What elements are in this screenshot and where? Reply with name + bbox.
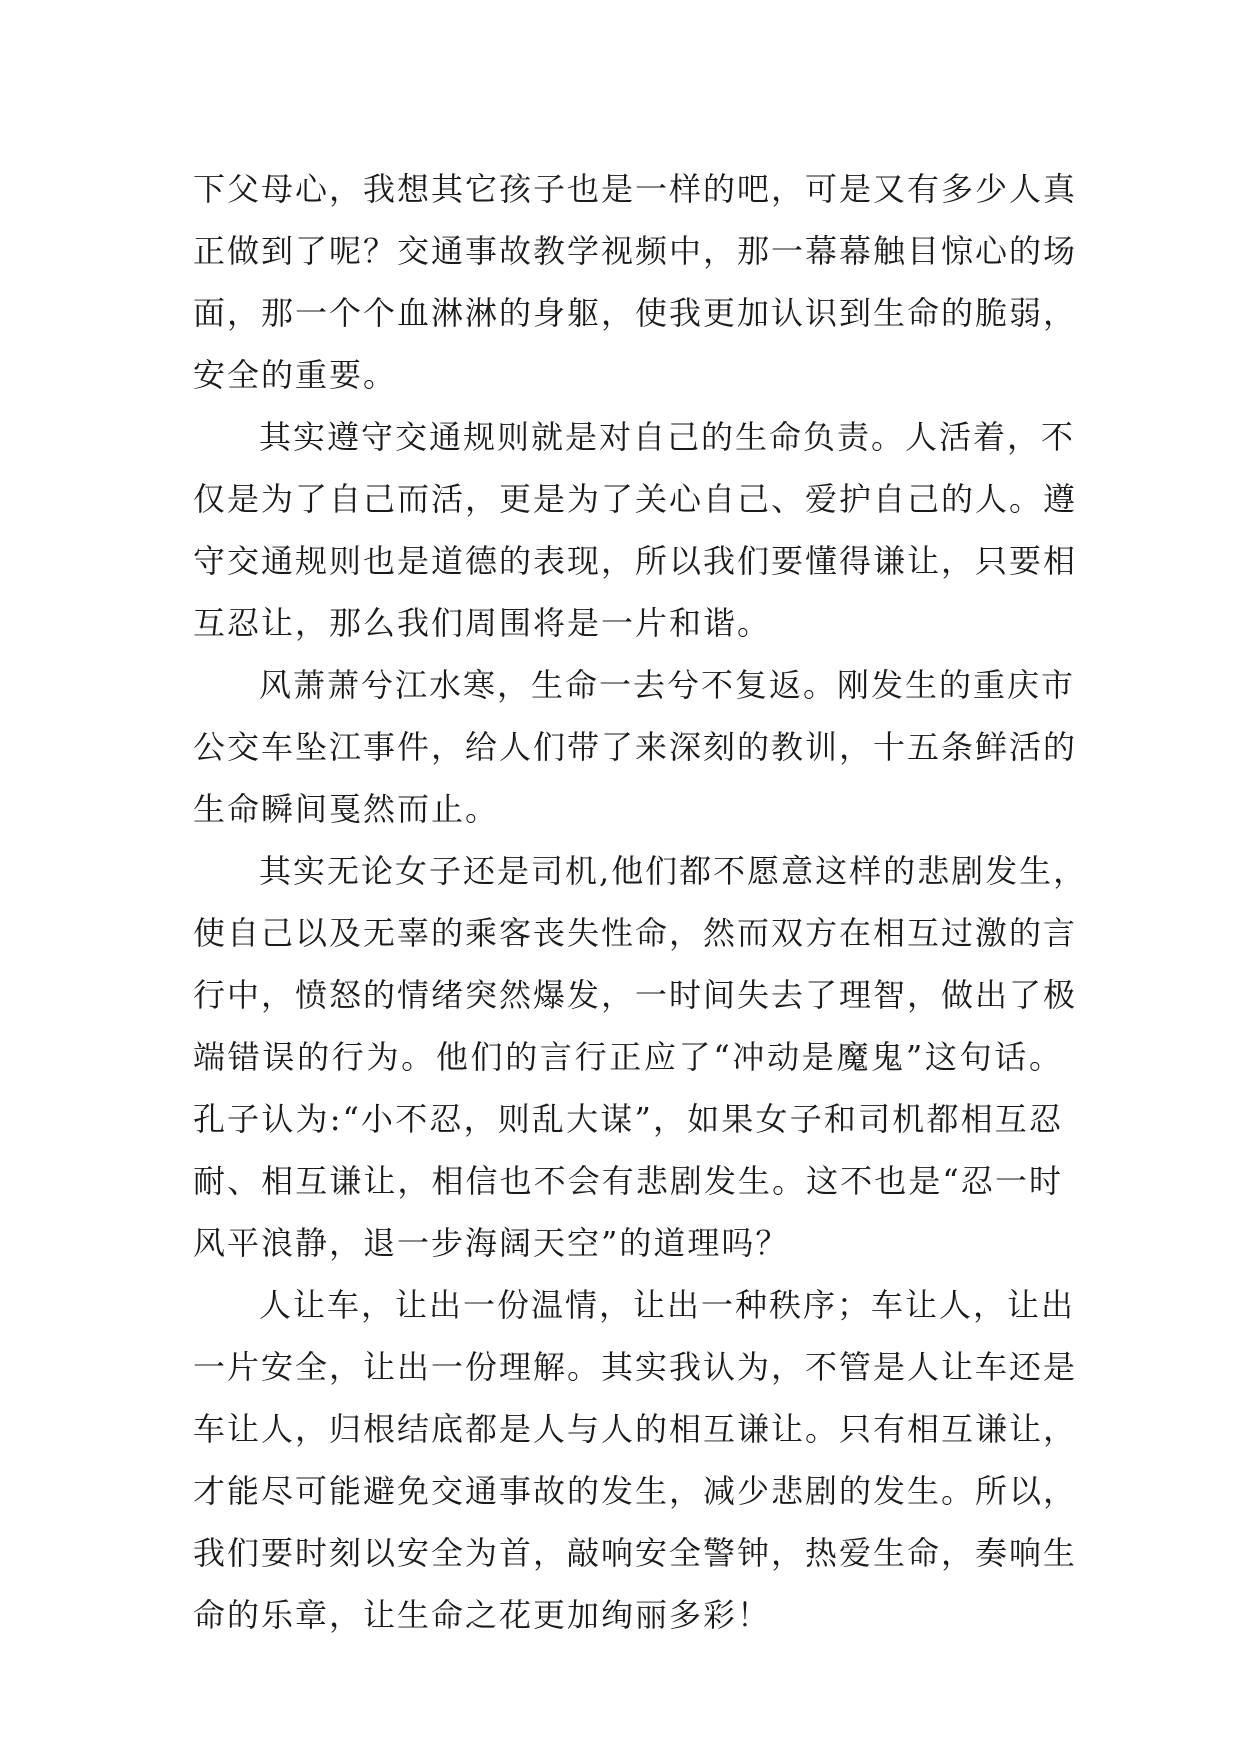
text-line: 才能尽可能避免交通事故的发生，减少悲剧的发生。所以， — [193, 1472, 1078, 1510]
text-line: 正做到了呢？交通事故教学视频中，那一幕幕触目惊心的场 — [193, 232, 1078, 270]
text-line: 生命瞬间戛然而止。 — [193, 790, 500, 828]
text-line: 其实无论女子还是司机,他们都不愿意这样的悲剧发生， — [259, 852, 1088, 890]
paragraph — [193, 1274, 1078, 1646]
text-line: 互忍让，那么我们周围将是一片和谐。 — [193, 604, 772, 642]
paragraph — [193, 406, 1078, 654]
paragraph — [193, 654, 1078, 840]
text-line: 风萧萧兮江水寒，生命一去兮不复返。刚发生的重庆市 — [259, 666, 1076, 704]
text-line: 其实遵守交通规则就是对自己的生命负责。人活着，不 — [259, 418, 1076, 456]
paragraph — [193, 158, 1078, 406]
text-line: 命的乐章，让生命之花更加绚丽多彩！ — [193, 1596, 772, 1634]
text-line: 孔子认为:“小不忍，则乱大谋”，如果女子和司机都相互忍 — [193, 1100, 1063, 1138]
text-line: 一片安全，让出一份理解。其实我认为，不管是人让车还是 — [193, 1348, 1078, 1386]
text-line: 下父母心，我想其它孩子也是一样的吧，可是又有多少人真 — [193, 170, 1078, 208]
paragraph — [193, 840, 1088, 1274]
text-line: 仅是为了自己而活，更是为了关心自己、爱护自己的人。遵 — [193, 480, 1078, 518]
text-line: 安全的重要。 — [193, 356, 398, 394]
text-line: 公交车坠江事件，给人们带了来深刻的教训，十五条鲜活的 — [193, 728, 1078, 766]
text-line: 使自己以及无辜的乘客丧失性命，然而双方在相互过激的言 — [193, 914, 1078, 952]
text-line: 端错误的行为。他们的言行正应了“冲动是魔鬼”这句话。 — [193, 1038, 1063, 1076]
text-line: 面，那一个个血淋淋的身躯，使我更加认识到生命的脆弱， — [193, 294, 1078, 332]
text-line: 车让人，归根结底都是人与人的相互谦让。只有相互谦让， — [193, 1410, 1078, 1448]
text-line: 我们要时刻以安全为首，敲响安全警钟，热爱生命，奏响生 — [193, 1534, 1078, 1572]
text-line: 人让车，让出一份温情，让出一种秩序；车让人，让出 — [259, 1286, 1076, 1324]
document-body — [193, 158, 1088, 1646]
text-line: 耐、相互谦让，相信也不会有悲剧发生。这不也是“忍一时 — [193, 1162, 1063, 1200]
text-line: 风平浪静，退一步海阔天空”的道理吗？ — [193, 1224, 790, 1262]
text-line: 守交通规则也是道德的表现，所以我们要懂得谦让，只要相 — [193, 542, 1078, 580]
text-line: 行中，愤怒的情绪突然爆发，一时间失去了理智，做出了极 — [193, 976, 1078, 1014]
